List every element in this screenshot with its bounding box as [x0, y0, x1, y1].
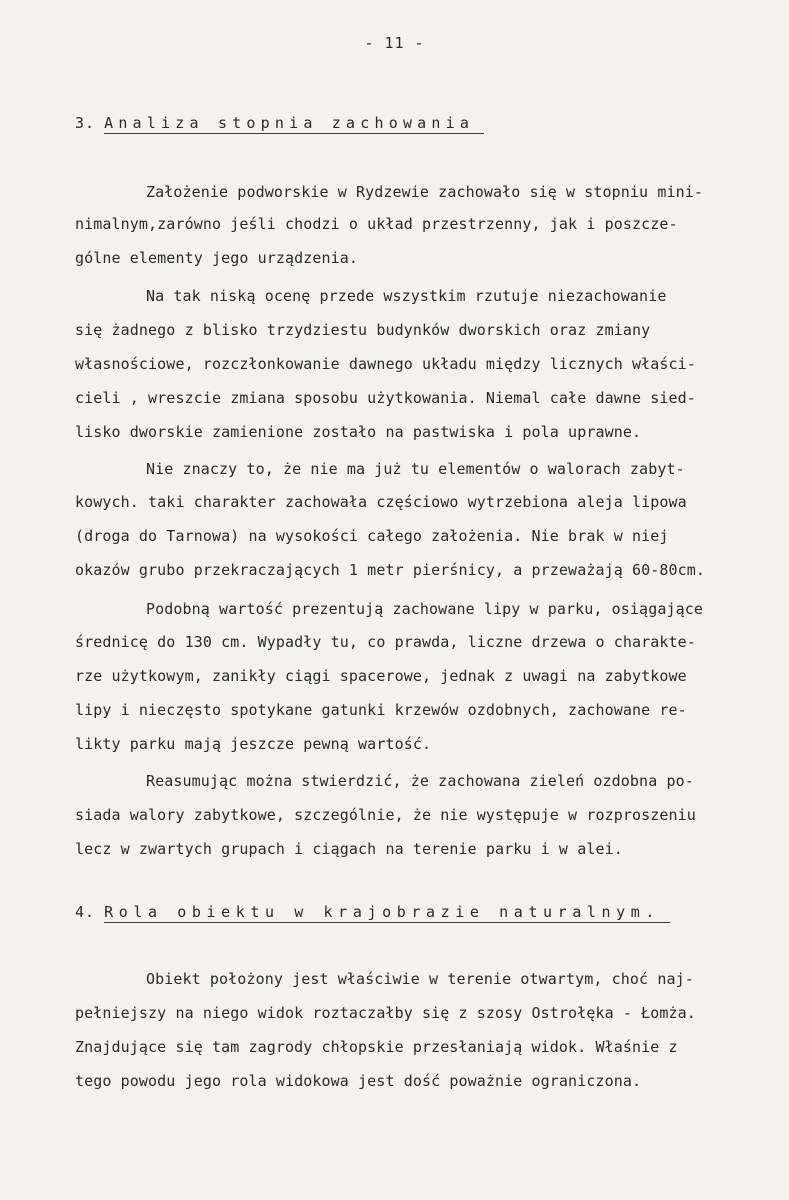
section-3-heading	[75, 114, 484, 132]
section-3-text-line: (droga do Tarnowa) na wysokości całego założenia. Nie brak w niej	[75, 527, 669, 545]
page-number: - 11 -	[364, 34, 425, 52]
section-4-text-line: pełniejszy na niego widok roztaczałby się z szosy Ostrołęka - Łomża.	[75, 1004, 696, 1022]
section-4-number: 4.	[75, 903, 96, 921]
section-3-text-line: własnościowe, rozczłonkowanie dawnego układu między licznych właści-	[75, 355, 696, 373]
section-3-text-line: likty parku mają jeszcze pewną wartość.	[75, 735, 432, 753]
section-3-text-line: Założenie podworskie w Rydzewie zachowało się w stopniu mini-	[146, 183, 703, 201]
section-3-text-line: rze użytkowym, zanikły ciągi spacerowe, jednak z uwagi na zabytkowe	[75, 667, 687, 685]
section-3-text-line: Nie znaczy to, że nie ma już tu elementów o walorach zabyt-	[146, 460, 685, 478]
section-3-text-line: gólne elementy jego urządzenia.	[75, 249, 359, 267]
section-4-text-line: Obiekt położony jest właściwie w terenie otwartym, choć naj-	[146, 970, 694, 988]
section-3-text-line: Reasumując można stwierdzić, że zachowana zieleń ozdobna po-	[146, 772, 694, 790]
section-3-text-line: lipy i nieczęsto spotykane gatunki krzewów ozdobnych, zachowane re-	[75, 701, 687, 719]
section-3-text-line: Podobną wartość prezentują zachowane lipy w parku, osiągające	[146, 600, 703, 618]
section-3-number: 3.	[75, 114, 96, 132]
section-3-text-line: okazów grubo przekraczających 1 metr pierśnicy, a przeważają 60-80cm.	[75, 561, 706, 579]
section-3-title: Analiza stopnia zachowania	[104, 114, 484, 134]
section-3-text-line: nimalnym,zarówno jeśli chodzi o układ przestrzenny, jak i poszcze-	[75, 215, 678, 233]
section-3-text-line: Na tak niską ocenę przede wszystkim rzutuje niezachowanie	[146, 287, 667, 305]
section-3-text-line: się żadnego z blisko trzydziestu budynków dworskich oraz zmiany	[75, 321, 651, 339]
section-3-text-line: średnicę do 130 cm. Wypadły tu, co prawda, liczne drzewa o charakte-	[75, 633, 696, 651]
section-4-text-line: Znajdujące się tam zagrody chłopskie przesłaniają widok. Właśnie z	[75, 1038, 678, 1056]
section-3-text-line: lecz w zwartych grupach i ciągach na terenie parku i w alei.	[75, 840, 623, 858]
section-3-text-line: siada walory zabytkowe, szczególnie, że nie występuje w rozproszeniu	[75, 806, 696, 824]
section-4-heading	[75, 903, 670, 921]
section-4-text-line: tego powodu jego rola widokowa jest dość poważnie ograniczona.	[75, 1072, 642, 1090]
section-3-text-line: kowych. taki charakter zachowała częściowo wytrzebiona aleja lipowa	[75, 493, 687, 511]
section-4-title: Rola obiektu w krajobrazie naturalnym.	[104, 903, 670, 923]
section-3-text-line: lisko dworskie zamienione zostało na pastwiska i pola uprawne.	[75, 423, 642, 441]
section-3-text-line: cieli , wreszcie zmiana sposobu użytkowania. Niemal całe dawne sied-	[75, 389, 696, 407]
